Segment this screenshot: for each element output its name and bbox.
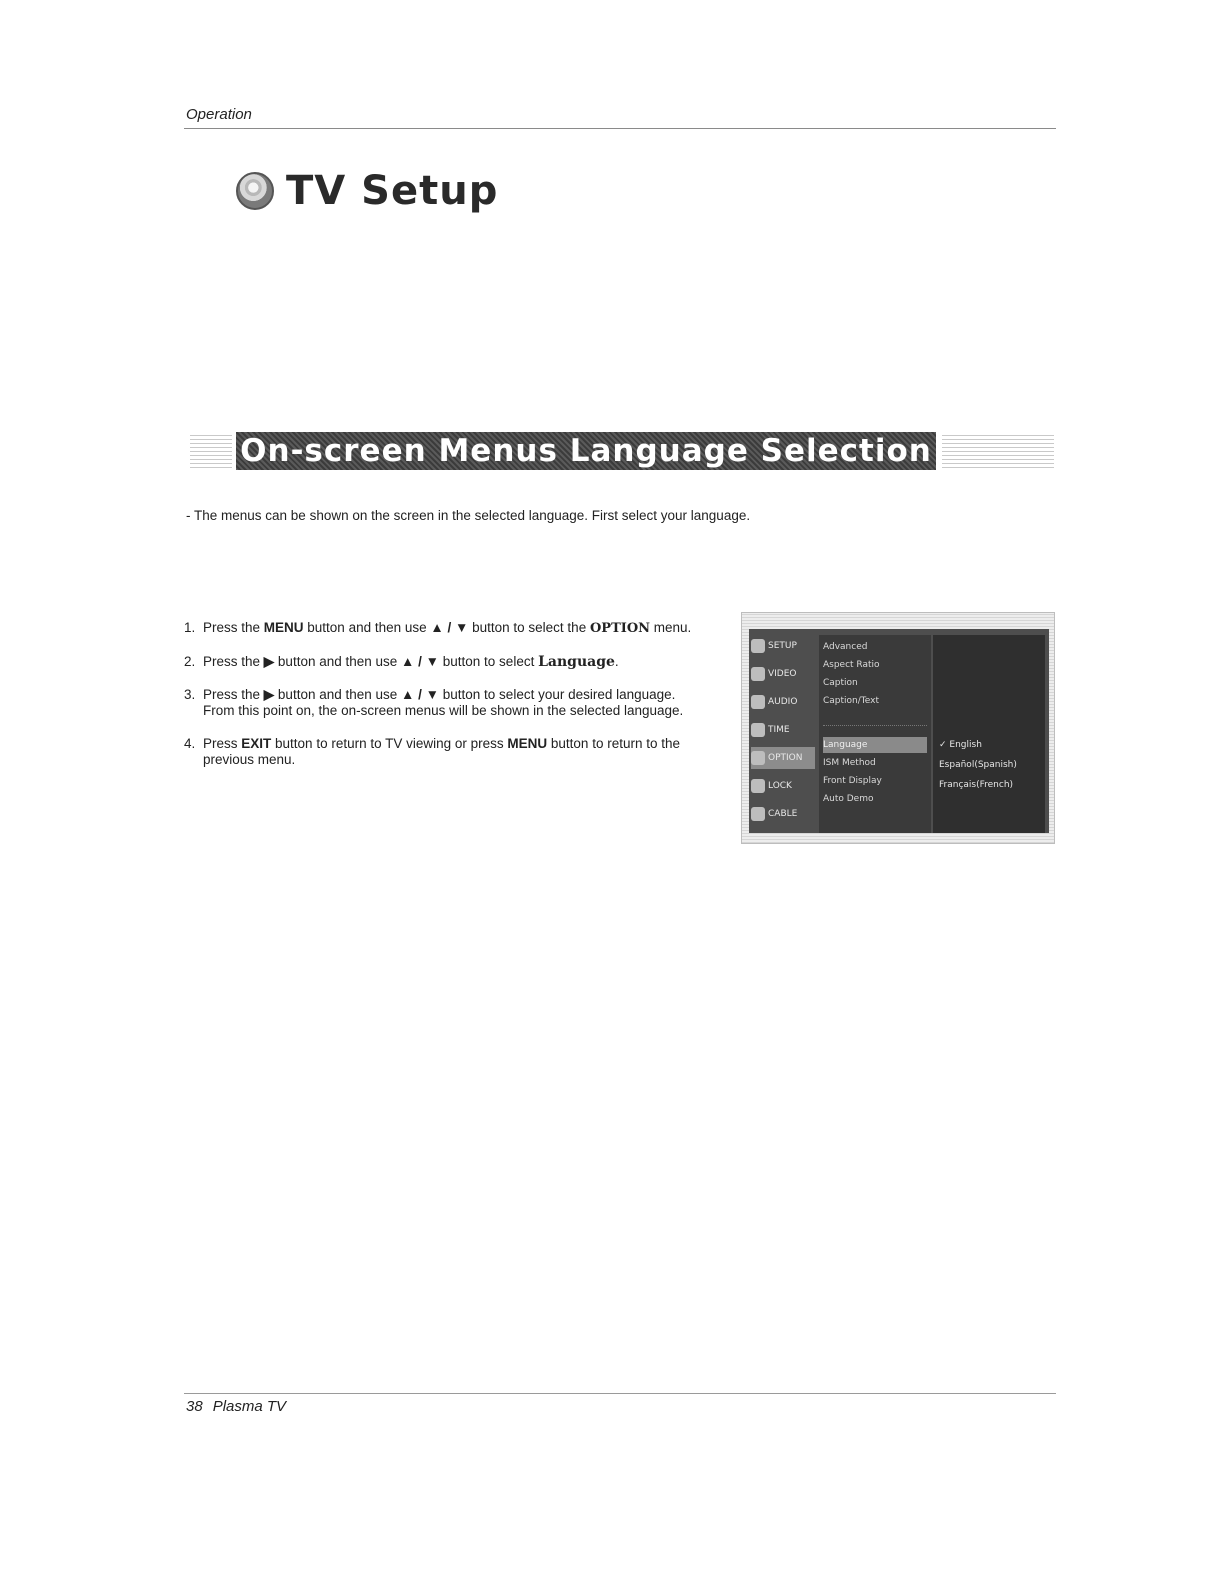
osd-submenu-item: Advanced [823,642,868,652]
right-arrow-icon: ▶ [263,654,275,669]
osd-sidebar-item-video: VIDEO [751,663,815,685]
step-4 [184,736,732,768]
banner-right-decoration [942,432,1054,468]
osd-sidebar-item-lock: LOCK [751,775,815,797]
step-number: 4. [184,736,196,751]
option-icon [751,751,765,765]
audio-icon [751,695,765,709]
page-title: TV Setup [286,168,499,214]
step-number: 2. [184,654,196,669]
osd-divider [823,725,927,726]
osd-submenu-item: Front Display [823,776,882,786]
step-2 [184,654,732,670]
video-icon [751,667,765,681]
section-banner [236,432,936,470]
osd-sidebar [749,629,817,833]
page-number: 38 [186,1398,203,1415]
footer-rule [184,1393,1056,1394]
osd-language-option: ✓ English [939,740,982,750]
tv-screen-illustration [741,612,1055,844]
time-icon [751,723,765,737]
step-number: 1. [184,620,196,635]
osd-language-option: Français(French) [939,780,1014,790]
up-down-arrows-icon: ▲ / ▼ [430,620,469,635]
bullet-disc-icon [236,172,274,210]
intro-text: - The menus can be shown on the screen in the selected language. First select your language. [186,508,751,523]
step-text: Press the ▶ button and then use ▲ / ▼ button to select your desired language. From this point on, the on-screen menus will be shown in the selected language. [203,687,684,718]
osd-submenu-item: ISM Method [823,758,876,768]
page-title-group [236,168,498,214]
osd-sidebar-item-audio: AUDIO [751,691,815,713]
step-number: 3. [184,687,196,702]
osd-submenu-item: Caption/Text [823,696,879,706]
osd-sidebar-item-time: TIME [751,719,815,741]
step-text: Press the ▶ button and then use ▲ / ▼ button to select Language. [203,654,619,670]
osd-submenu-item: Auto Demo [823,794,874,804]
osd-submenu [819,635,931,833]
step-text: Press EXIT button to return to TV viewing or press MENU button to return to the previous menu. [203,736,680,767]
header-rule [184,128,1056,129]
page-footer [186,1398,286,1415]
osd-submenu-item-language: Language [823,737,927,753]
osd-language-option: Español(Spanish) [939,760,1017,770]
osd-sidebar-item-option: OPTION [751,747,815,769]
step-1 [184,620,732,637]
banner-left-decoration [190,432,232,468]
osd-sidebar-item-cable: CABLE [751,803,815,825]
step-3 [184,687,732,719]
osd-submenu-item: Aspect Ratio [823,660,880,670]
osd-sidebar-item-setup: SETUP [751,635,815,657]
step-text: Press the MENU button and then use ▲ / ▼ button to select the OPTION menu. [203,620,692,636]
section-label: Operation [186,106,252,123]
right-arrow-icon: ▶ [263,687,275,702]
product-name: Plasma TV [212,1398,287,1415]
up-down-arrows-icon: ▲ / ▼ [401,654,440,669]
osd-menu [749,629,1049,833]
up-down-arrows-icon: ▲ / ▼ [401,687,440,702]
instruction-steps [184,620,732,785]
osd-submenu-item: Caption [823,678,858,688]
cable-icon [751,807,765,821]
setup-icon [751,639,765,653]
osd-language-options [933,635,1045,833]
section-banner-title: On-screen Menus Language Selection [240,433,932,469]
lock-icon [751,779,765,793]
